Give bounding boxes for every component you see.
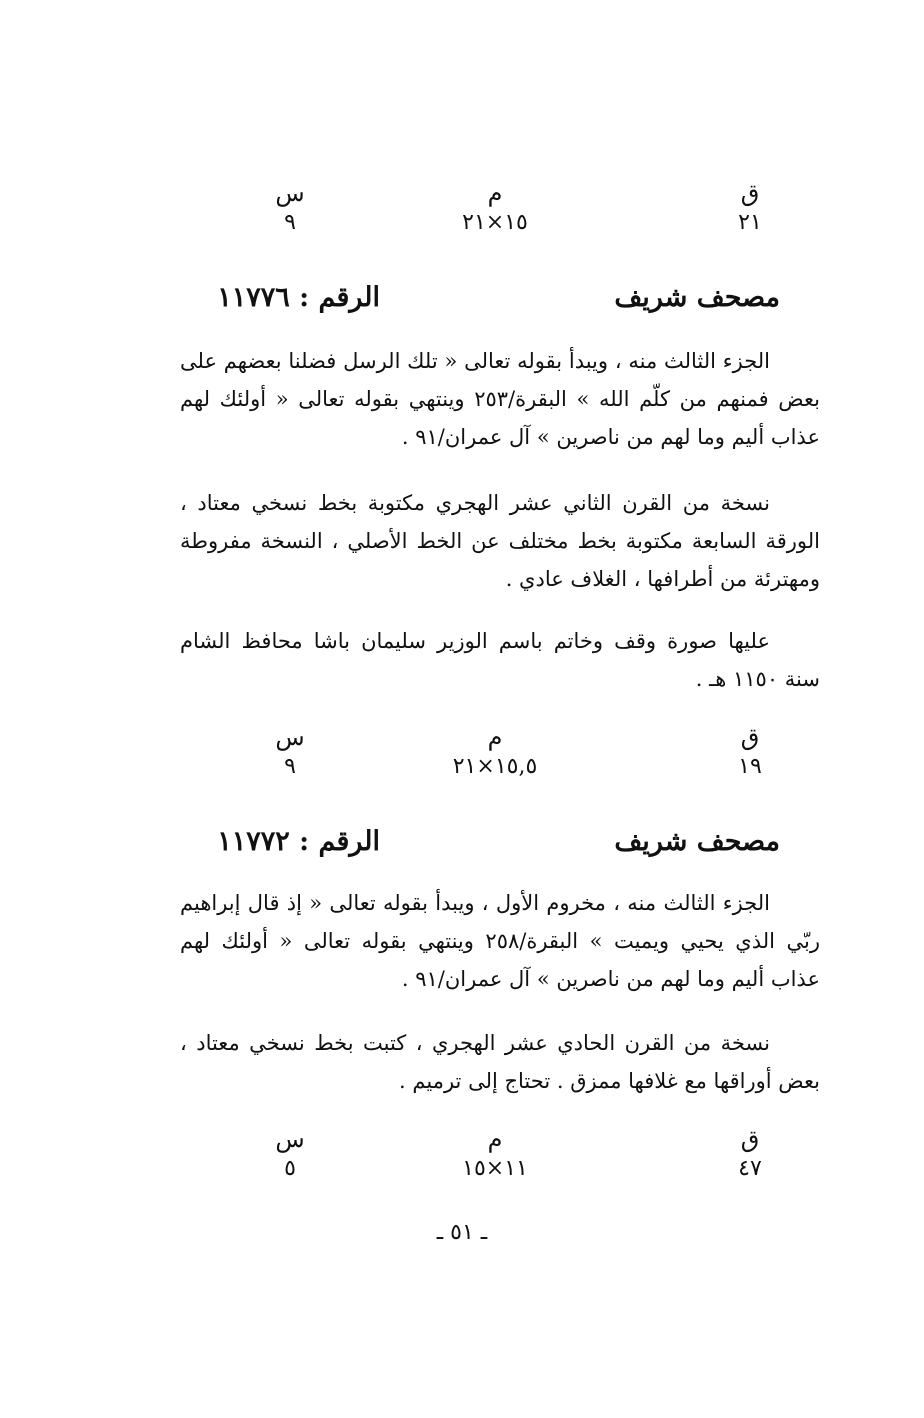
- stat-label: ق: [740, 723, 760, 751]
- record-paragraph: عليها صورة وقف وخاتم باسم الوزير سليمان باشا محافظ الشام سنة ١١٥٠ هـ .: [180, 629, 820, 691]
- stat-value: ٩: [284, 210, 296, 235]
- stat-lines: [220, 722, 360, 782]
- record-paragraph: الجزء الثالث منه ، ويبدأ بقوله تعالى « تلك الرسل فضلنا بعضهم على بعض فمنهم من كلّم الله » البقرة/٢٥٣ وينتهي بقوله تعالى « أولئك لهم عذاب أليم وما لهم من ناصرين » آل عمران/٩١ .: [180, 349, 820, 449]
- record-title: مصحف شريف: [614, 282, 780, 313]
- stat-value: ٤٧: [738, 1156, 762, 1181]
- record-number: الرقم : ١١٧٧٦: [217, 282, 380, 313]
- stat-label: س: [275, 1125, 305, 1153]
- stat-label: م: [487, 179, 503, 207]
- stat-value: ١٥×٢١: [462, 210, 528, 235]
- stat-dimensions: [425, 178, 565, 238]
- stat-dimensions: [425, 1124, 565, 1184]
- record-number: الرقم : ١١٧٧٢: [217, 826, 380, 857]
- stat-value: ١١×١٥: [462, 1156, 528, 1181]
- stat-value: ١٥,٥×٢١: [452, 754, 538, 779]
- record-heading: [180, 826, 780, 866]
- stat-leaves: [680, 722, 820, 782]
- record-stats: [180, 178, 800, 248]
- stat-value: ٢١: [738, 210, 762, 235]
- page-number: ـ ٥١ ـ: [436, 1220, 488, 1245]
- stat-lines: [220, 1124, 360, 1184]
- stat-label: ق: [740, 1125, 760, 1153]
- stat-label: م: [487, 723, 503, 751]
- record-stats: [180, 1124, 800, 1194]
- record-stats: [180, 722, 800, 792]
- stat-label: ق: [740, 179, 760, 207]
- stat-leaves: [680, 178, 820, 238]
- record-paragraph: نسخة من القرن الحادي عشر الهجري ، كتبت بخط نسخي معتاد ، بعض أوراقها مع غلافها ممزق . تحتاج إلى ترميم .: [180, 1031, 820, 1093]
- record-heading: [180, 282, 780, 322]
- stat-label: س: [275, 179, 305, 207]
- stat-value: ٩: [284, 754, 296, 779]
- stat-value: ٥: [284, 1156, 296, 1181]
- record-title: مصحف شريف: [614, 826, 780, 857]
- stat-label: م: [487, 1125, 503, 1153]
- stat-dimensions: [425, 722, 565, 782]
- stat-value: ١٩: [738, 754, 762, 779]
- record-paragraph: الجزء الثالث منه ، مخروم الأول ، ويبدأ بقوله تعالى « إذ قال إبراهيم ربّي الذي يحيي ويميت » البقرة/٢٥٨ وينتهي بقوله تعالى « أولئك لهم عذاب أليم وما لهم من ناصرين » آل عمران/٩١ .: [180, 891, 820, 991]
- stat-label: س: [275, 723, 305, 751]
- stat-leaves: [680, 1124, 820, 1184]
- record-paragraph: نسخة من القرن الثاني عشر الهجري مكتوبة بخط نسخي معتاد ، الورقة السابعة مكتوبة بخط مختلف عن الخط الأصلي ، النسخة مفروطة ومهترئة من أطرافها ، الغلاف عادي .: [180, 491, 820, 591]
- stat-lines: [220, 178, 360, 238]
